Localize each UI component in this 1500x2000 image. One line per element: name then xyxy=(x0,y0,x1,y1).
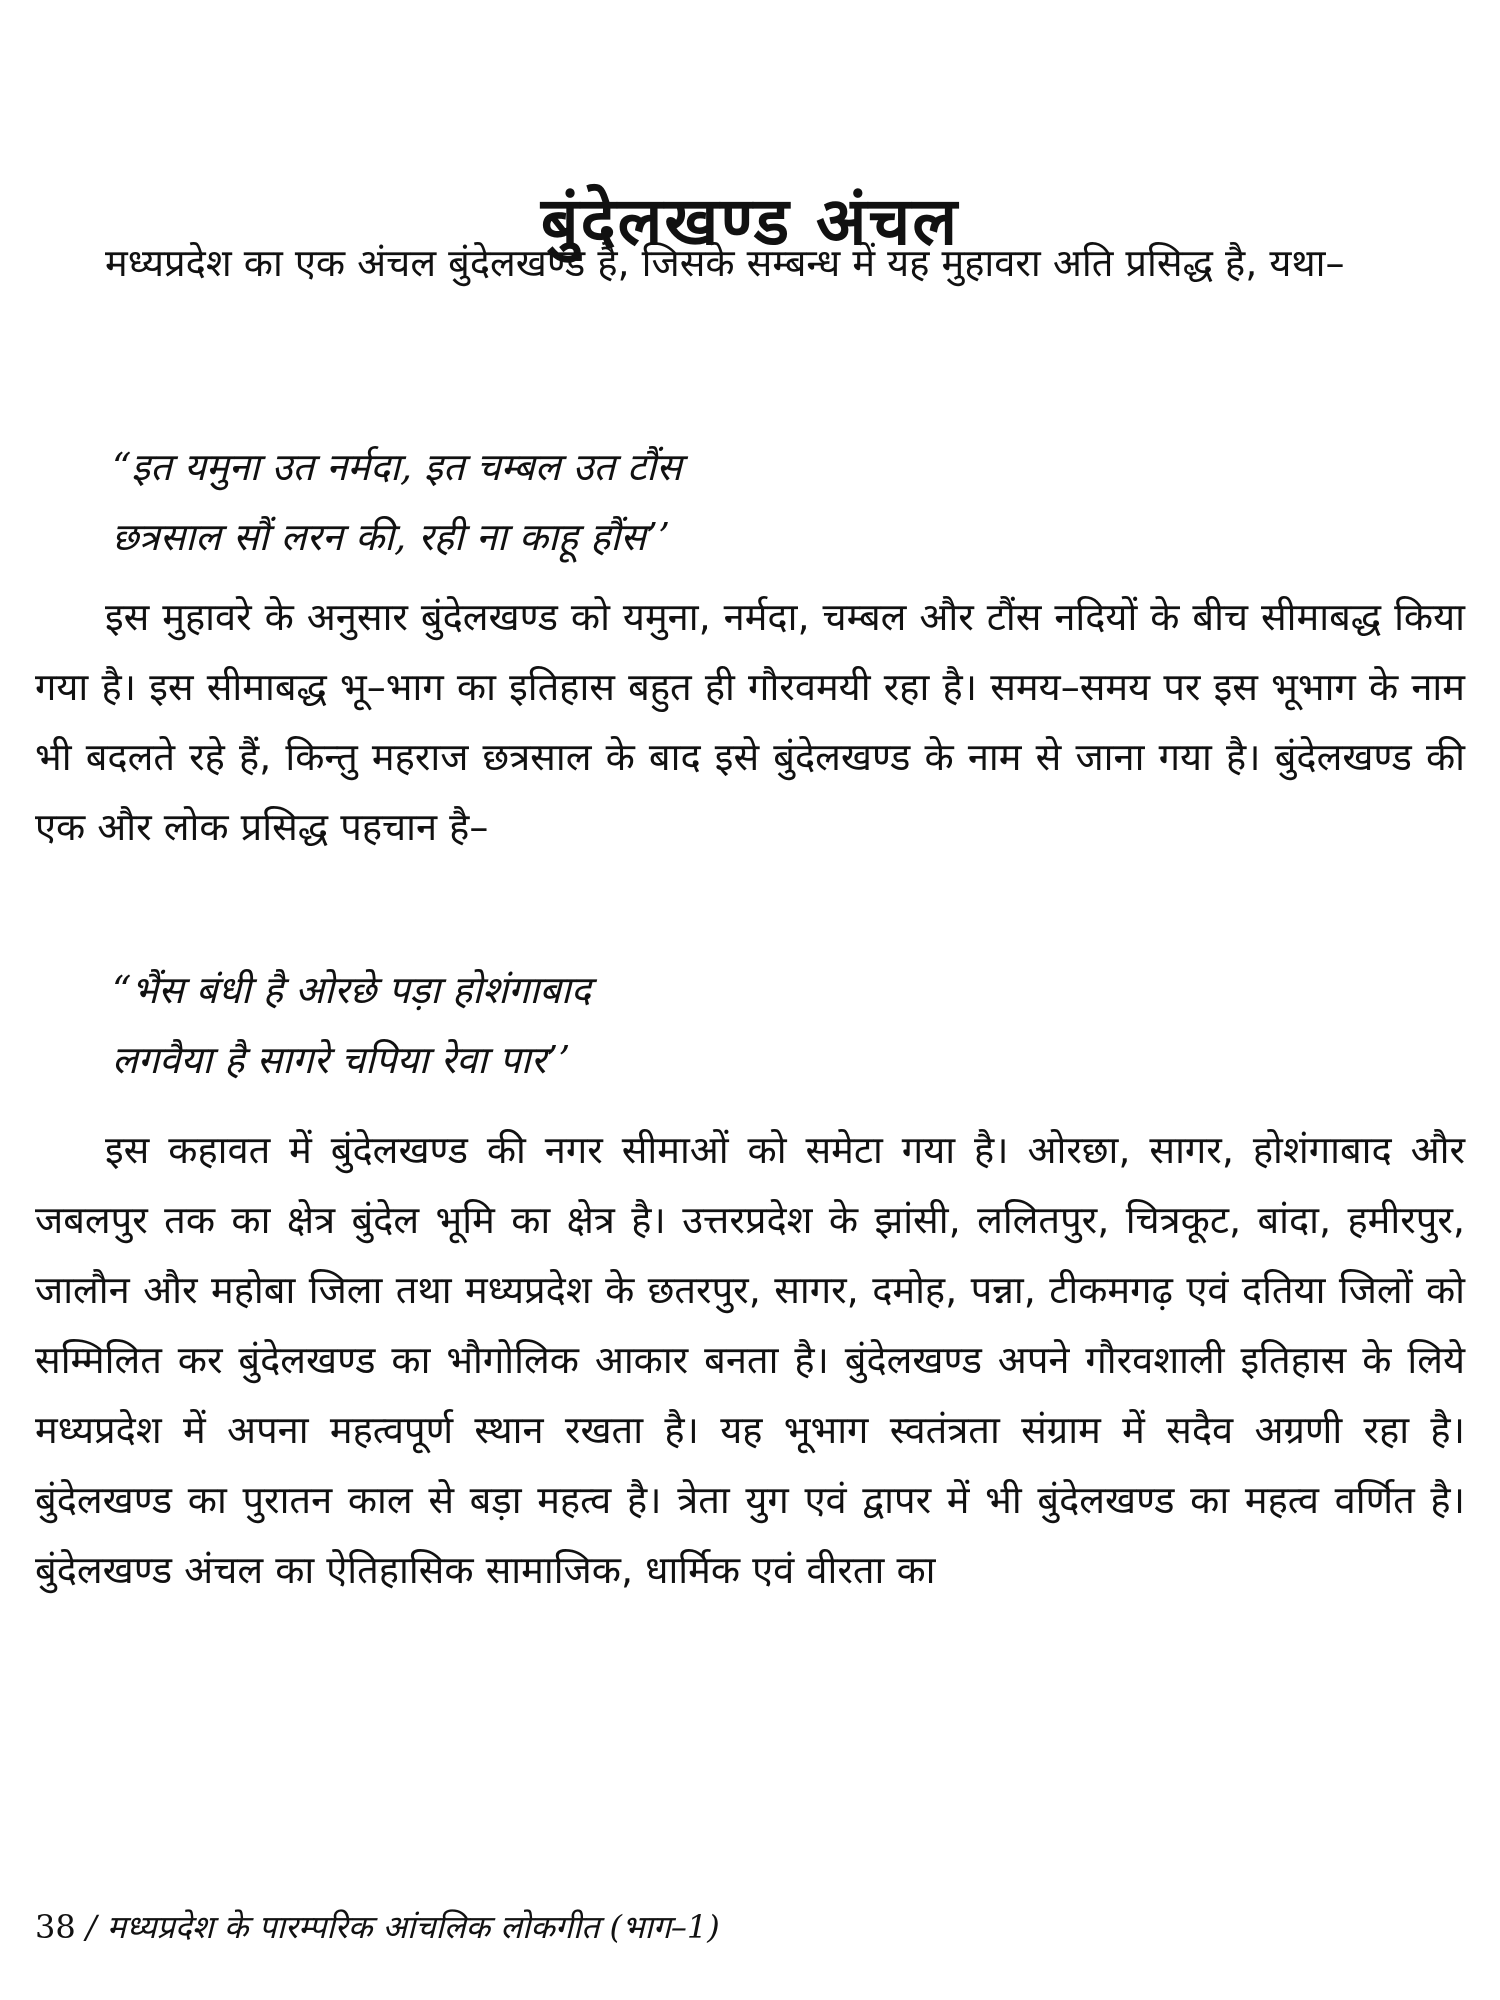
page-number: 38 xyxy=(35,1908,76,1946)
footer-separator: / xyxy=(75,1908,107,1946)
page-footer xyxy=(35,1905,720,1948)
verse-2-line-1: “भैंस बंधी है ओरछे पड़ा होशंगाबाद xyxy=(112,968,591,1012)
page-title: बुंदेलखण्ड अंचल xyxy=(540,183,960,261)
verse-2 xyxy=(112,955,1412,1095)
verse-2-line-2: लगवैया है सागरे चपिया रेवा पार’’ xyxy=(112,1038,571,1082)
verse-1-line-1: “इत यमुना उत नर्मदा, इत चम्बल उत टौंस xyxy=(112,445,682,489)
paragraph-1: मध्यप्रदेश का एक अंचल बुंदेलखण्ड है, जिसके सम्बन्ध में यह मुहावरा अति प्रसिद्ध है, यथा– xyxy=(105,241,1345,285)
verse-1-line-2: छत्रसाल सौं लरन की, रही ना काहू हौंस’’ xyxy=(112,515,671,559)
paragraph-3: इस कहावत में बुंदेलखण्ड की नगर सीमाओं को समेटा गया है। ओरछा, सागर, होशंगाबाद और जबलपुर तक का क्षेत्र बुंदेल भूमि का क्षेत्र है। उत्तरप्रदेश के झांसी, ललितपुर, चित्रकूट, बांदा, हमीरपुर, जालौन और महोबा जिला तथा मध्यप्रदेश के छतरपुर, सागर, दमोह, पन्ना, टीकमगढ़ एवं दतिया जिलों को सम्मिलित कर बुंदेलखण्ड का भौगोलिक आकार बनता है। बुंदेलखण्ड अपने गौरवशाली इतिहास के लिये मध्यप्रदेश में अपना महत्वपूर्ण स्थान रखता है। यह भूभाग स्वतंत्रता संग्राम में सदैव अग्रणी रहा है। बुंदेलखण्ड का पुरातन काल से बड़ा महत्व है। त्रेता युग एवं द्वापर में भी बुंदेलखण्ड का महत्व वर्णित है। बुंदेलखण्ड अंचल का ऐतिहासिक सामाजिक, धार्मिक एवं वीरता का xyxy=(35,1128,1465,1592)
book-title: मध्यप्रदेश के पारम्परिक आंचलिक लोकगीत (भाग–1) xyxy=(106,1908,720,1946)
verse-1 xyxy=(112,432,1412,572)
paragraph-2: इस मुहावरे के अनुसार बुंदेलखण्ड को यमुना, नर्मदा, चम्बल और टौंस नदियों के बीच सीमाबद्ध किया गया है। इस सीमाबद्ध भू–भाग का इतिहास बहुत ही गौरवमयी रहा है। समय–समय पर इस भूभाग के नाम भी बदलते रहे हैं, किन्तु महराज छत्रसाल के बाद इसे बुंदेलखण्ड के नाम से जाना गया है। बुंदेलखण्ड की एक और लोक प्रसिद्ध पहचान है– xyxy=(35,595,1465,849)
